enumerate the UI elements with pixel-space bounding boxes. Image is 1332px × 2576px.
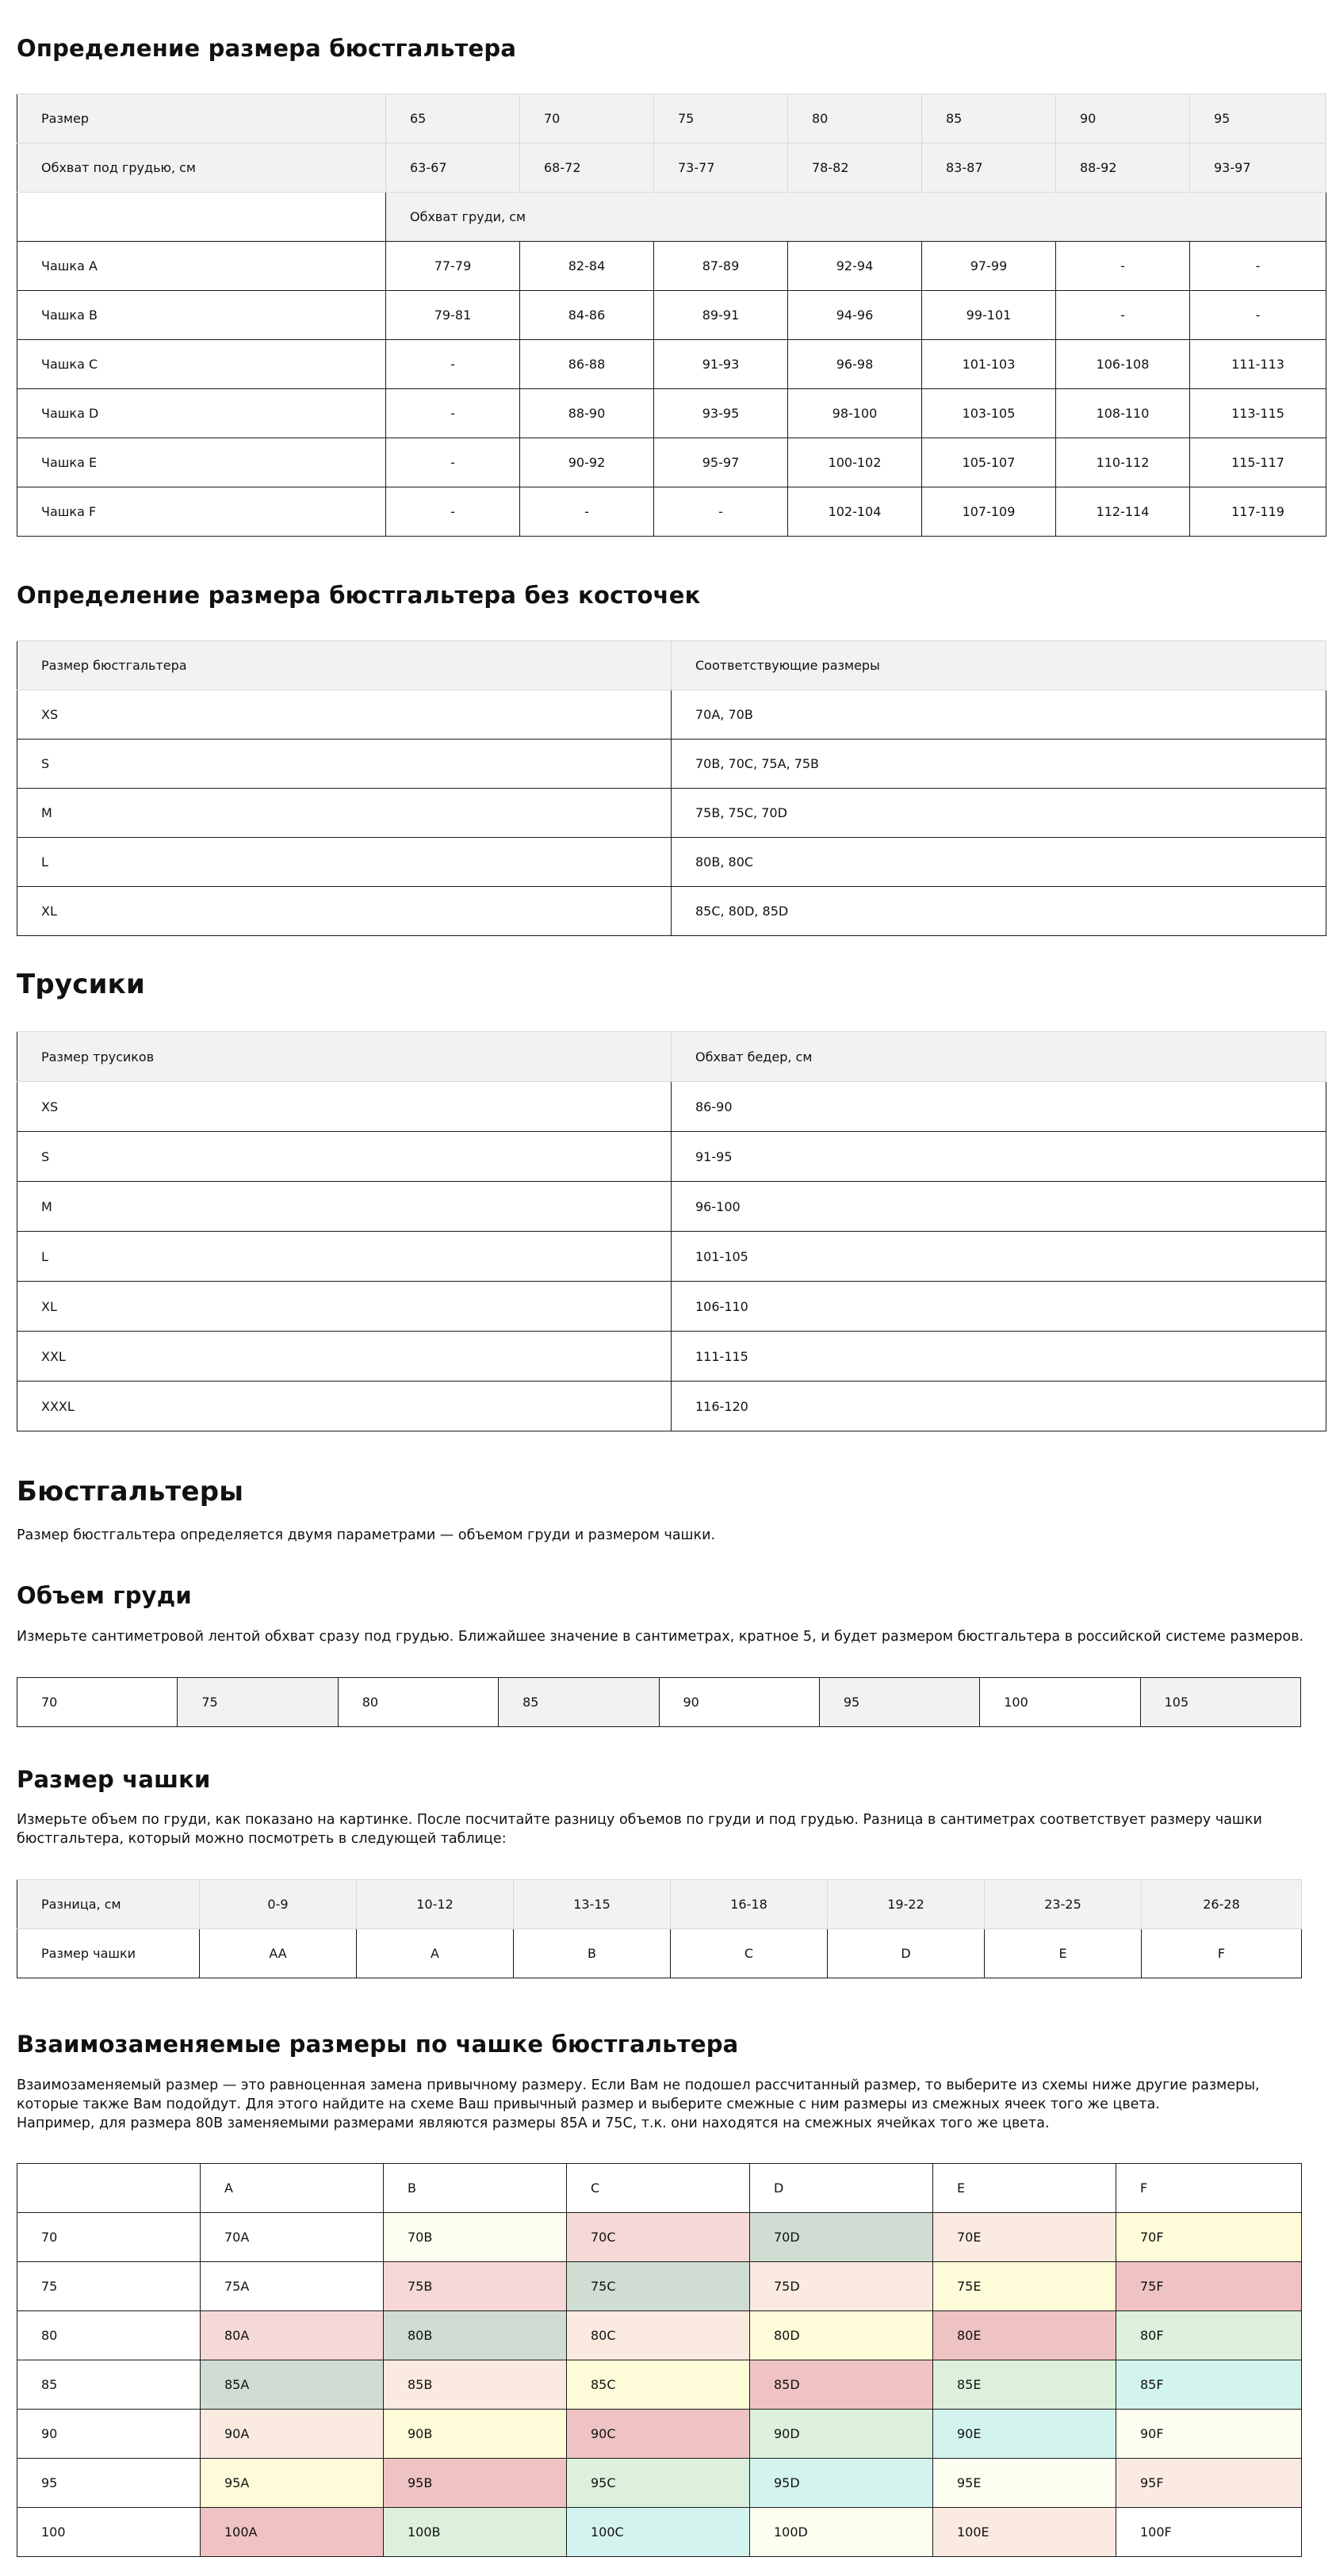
- size-cell: 90: [1056, 94, 1190, 143]
- matching-sizes-cell: 80B, 80C: [672, 838, 1326, 887]
- bra-size-cell: M: [17, 789, 672, 838]
- hip-cell: 111-115: [672, 1332, 1326, 1382]
- table-header-row: [17, 1032, 1326, 1082]
- underbust-cell: 73-77: [654, 143, 788, 193]
- cup-label: Чашка F: [17, 487, 386, 537]
- bust-cell: 79-81: [386, 291, 520, 340]
- bust-cell: 98-100: [788, 389, 922, 438]
- size-option-cell: 95B: [384, 2459, 567, 2508]
- underbust-cell: 68-72: [520, 143, 654, 193]
- size-option-cell: 95A: [201, 2459, 384, 2508]
- size-option-cell: 75B: [384, 2262, 567, 2311]
- difference-cell: 23-25: [985, 1880, 1142, 1929]
- hip-cell: 91-95: [672, 1132, 1326, 1182]
- hip-cell: 106-110: [672, 1282, 1326, 1332]
- underbust-label: Обхват под грудью, см: [17, 143, 386, 193]
- bust-header-row: [17, 193, 1326, 242]
- interchangeable-table: [17, 2163, 1302, 2557]
- bust-cell: -: [520, 487, 654, 537]
- panties-table: [17, 1031, 1326, 1431]
- matching-sizes-cell: 75B, 75C, 70D: [672, 789, 1326, 838]
- bust-cell: 102-104: [788, 487, 922, 537]
- table-row: [17, 740, 1326, 789]
- underbust-row: [17, 143, 1326, 193]
- size-row: [17, 2213, 1302, 2262]
- size-row: [17, 2311, 1302, 2360]
- cup-cell: E: [985, 1929, 1142, 1978]
- column-header: Соответствующие размеры: [672, 641, 1326, 690]
- size-option-cell: 100B: [384, 2508, 567, 2557]
- size-option-cell: 70A: [201, 2213, 384, 2262]
- bra-size-cell: XS: [17, 690, 672, 740]
- cup-cell: C: [671, 1929, 828, 1978]
- size-option-cell: 75C: [567, 2262, 750, 2311]
- size-row: [17, 2262, 1302, 2311]
- bust-cell: -: [1056, 291, 1190, 340]
- bust-cell: 86-88: [520, 340, 654, 389]
- size-option-cell: 70E: [933, 2213, 1116, 2262]
- size-option-cell: 85D: [750, 2360, 933, 2410]
- bust-cell: 97-99: [922, 242, 1056, 291]
- band-size-cell: 70: [17, 2213, 201, 2262]
- bust-cell: 90-92: [520, 438, 654, 487]
- bust-cell: 95-97: [654, 438, 788, 487]
- cup-cell: AA: [200, 1929, 357, 1978]
- bust-cell: -: [386, 438, 520, 487]
- size-option-cell: 90C: [567, 2410, 750, 2459]
- size-option-cell: 90A: [201, 2410, 384, 2459]
- interchangeable-description: [17, 2076, 1317, 2133]
- bust-header: Обхват груди, см: [386, 193, 1326, 242]
- table-row: [17, 838, 1326, 887]
- size-option-cell: 90E: [933, 2410, 1116, 2459]
- size-option-cell: 80C: [567, 2311, 750, 2360]
- bras-description: Размер бюстгальтера определяется двумя параметрами — объемом груди и размером чашки.: [17, 1527, 716, 1543]
- bust-cell: -: [1190, 291, 1326, 340]
- table-row: [17, 887, 1326, 936]
- table-header-row: [17, 641, 1326, 690]
- size-cell: 85: [922, 94, 1056, 143]
- cup-header: F: [1116, 2164, 1302, 2213]
- cup-header-row: [17, 2164, 1302, 2213]
- table-row: [17, 1332, 1326, 1382]
- size-option-cell: 70C: [567, 2213, 750, 2262]
- difference-cell: 13-15: [514, 1880, 671, 1929]
- bust-values-table: [17, 1677, 1301, 1727]
- bust-cell: 99-101: [922, 291, 1056, 340]
- bust-values-row: [17, 1678, 1301, 1727]
- cup-header: D: [750, 2164, 933, 2213]
- size-row: [17, 2459, 1302, 2508]
- hip-cell: 86-90: [672, 1082, 1326, 1132]
- cup-cell: F: [1142, 1929, 1302, 1978]
- table-row: [17, 690, 1326, 740]
- bust-cell: 100-102: [788, 438, 922, 487]
- size-option-cell: 95C: [567, 2459, 750, 2508]
- bust-cell: 117-119: [1190, 487, 1326, 537]
- underbust-cell: 93-97: [1190, 143, 1326, 193]
- bust-cell: 92-94: [788, 242, 922, 291]
- bust-cell: 89-91: [654, 291, 788, 340]
- cup-cell: A: [357, 1929, 514, 1978]
- difference-cell: 16-18: [671, 1880, 828, 1929]
- size-option-cell: 90B: [384, 2410, 567, 2459]
- cup-label: Размер чашки: [17, 1929, 200, 1978]
- bust-cell: 103-105: [922, 389, 1056, 438]
- cup-cell: B: [514, 1929, 671, 1978]
- bust-cell: 96-98: [788, 340, 922, 389]
- size-option-cell: 90D: [750, 2410, 933, 2459]
- description-line: Взаимозаменяемый размер — это равноценная замена привычному размеру. Если Вам не подошел рассчитанный размер, то выберите из схемы ниже другие размеры,: [17, 2077, 1260, 2093]
- size-row: [17, 2360, 1302, 2410]
- size-option-cell: 100E: [933, 2508, 1116, 2557]
- column-header: Размер трусиков: [17, 1032, 672, 1082]
- bust-value-cell: 70: [17, 1678, 178, 1727]
- size-option-cell: 100F: [1116, 2508, 1302, 2557]
- underbust-cell: 83-87: [922, 143, 1056, 193]
- table-row: [17, 789, 1326, 838]
- size-label: Размер: [17, 94, 386, 143]
- bust-cell: -: [654, 487, 788, 537]
- band-size-cell: 75: [17, 2262, 201, 2311]
- panty-size-cell: XXXL: [17, 1382, 672, 1431]
- size-option-cell: 70B: [384, 2213, 567, 2262]
- bust-value-cell: 105: [1140, 1678, 1300, 1727]
- panty-size-cell: XXL: [17, 1332, 672, 1382]
- cup-header: C: [567, 2164, 750, 2213]
- size-row: [17, 2508, 1302, 2557]
- bras-title: Бюстгальтеры: [17, 1476, 244, 1508]
- size-cell: 95: [1190, 94, 1326, 143]
- underbust-cell: 78-82: [788, 143, 922, 193]
- bra-size-cell: L: [17, 838, 672, 887]
- underbust-cell: 88-92: [1056, 143, 1190, 193]
- empty-cell: [17, 2164, 201, 2213]
- size-option-cell: 85B: [384, 2360, 567, 2410]
- bust-cell: 106-108: [1056, 340, 1190, 389]
- bust-cell: 115-117: [1190, 438, 1326, 487]
- table-row: [17, 1082, 1326, 1132]
- bust-volume-description: Измерьте сантиметровой лентой обхват сразу под грудью. Ближайшее значение в сантиметрах, кратное 5, и будет размером бюстгальтера в российской системе размеров.: [17, 1629, 1304, 1645]
- bust-cell: 77-79: [386, 242, 520, 291]
- cup-label: Чашка D: [17, 389, 386, 438]
- bust-cell: 108-110: [1056, 389, 1190, 438]
- cup-size-description: Измерьте объем по груди, как показано на картинке. После посчитайте разницу объемов по груди и под грудью. Разница в сантиметрах соответствует размеру чашки бюстгальтера, который можно посмотреть в следующей таблице:: [17, 1812, 1262, 1847]
- difference-cell: 10-12: [357, 1880, 514, 1929]
- cup-size-title: Размер чашки: [17, 1766, 211, 1793]
- bust-value-cell: 95: [819, 1678, 979, 1727]
- column-header: Обхват бедер, см: [672, 1032, 1326, 1082]
- interchangeable-title: Взаимозаменяемые размеры по чашке бюстгальтера: [17, 2031, 739, 2058]
- bust-cell: 112-114: [1056, 487, 1190, 537]
- cup-row: [17, 487, 1326, 537]
- bust-cell: 93-95: [654, 389, 788, 438]
- bust-value-cell: 90: [659, 1678, 819, 1727]
- band-size-cell: 85: [17, 2360, 201, 2410]
- bra-size-title: Определение размера бюстгальтера: [17, 35, 517, 62]
- bust-cell: 110-112: [1056, 438, 1190, 487]
- band-size-cell: 100: [17, 2508, 201, 2557]
- bust-cell: -: [386, 389, 520, 438]
- cup-header: E: [933, 2164, 1116, 2213]
- panty-size-cell: XS: [17, 1082, 672, 1132]
- hip-cell: 101-105: [672, 1232, 1326, 1282]
- bust-cell: -: [1056, 242, 1190, 291]
- bust-value-cell: 80: [338, 1678, 498, 1727]
- interchangeable-body: [17, 2213, 1302, 2557]
- cup-row: [17, 291, 1326, 340]
- size-option-cell: 70D: [750, 2213, 933, 2262]
- difference-cell: 19-22: [828, 1880, 985, 1929]
- bra-size-cell: S: [17, 740, 672, 789]
- size-option-cell: 70F: [1116, 2213, 1302, 2262]
- size-option-cell: 75D: [750, 2262, 933, 2311]
- size-option-cell: 95D: [750, 2459, 933, 2508]
- size-row: [17, 94, 1326, 143]
- empty-cell: [17, 193, 386, 242]
- table-row: [17, 1282, 1326, 1332]
- size-option-cell: 80B: [384, 2311, 567, 2360]
- size-option-cell: 100C: [567, 2508, 750, 2557]
- matching-sizes-cell: 70B, 70C, 75A, 75B: [672, 740, 1326, 789]
- table-row: [17, 1132, 1326, 1182]
- description-line: которые также Вам подойдут. Для этого найдите на схеме Ваш привычный размер и выберите смежные с ним размеры из смежных ячеек того же цвета.: [17, 2096, 1160, 2112]
- cup-difference-table: [17, 1879, 1302, 1978]
- size-option-cell: 75E: [933, 2262, 1116, 2311]
- table-row: [17, 1232, 1326, 1282]
- band-size-cell: 95: [17, 2459, 201, 2508]
- bust-cell: 111-113: [1190, 340, 1326, 389]
- difference-cell: 26-28: [1142, 1880, 1302, 1929]
- cup-label: Чашка B: [17, 291, 386, 340]
- description-line: Например, для размера 80B заменяемыми размерами являются размеры 85A и 75C, т.к. они находятся на смежных ячейках того же цвета.: [17, 2115, 1050, 2131]
- bust-cell: 88-90: [520, 389, 654, 438]
- size-option-cell: 85C: [567, 2360, 750, 2410]
- cup-label: Чашка A: [17, 242, 386, 291]
- size-option-cell: 80A: [201, 2311, 384, 2360]
- size-option-cell: 100D: [750, 2508, 933, 2557]
- size-option-cell: 75F: [1116, 2262, 1302, 2311]
- size-option-cell: 85A: [201, 2360, 384, 2410]
- size-option-cell: 80D: [750, 2311, 933, 2360]
- size-option-cell: 95F: [1116, 2459, 1302, 2508]
- size-option-cell: 80E: [933, 2311, 1116, 2360]
- bust-cell: 107-109: [922, 487, 1056, 537]
- band-size-cell: 90: [17, 2410, 201, 2459]
- matching-sizes-cell: 85C, 80D, 85D: [672, 887, 1326, 936]
- bust-value-cell: 85: [499, 1678, 659, 1727]
- size-option-cell: 85E: [933, 2360, 1116, 2410]
- size-cell: 80: [788, 94, 922, 143]
- panty-size-cell: M: [17, 1182, 672, 1232]
- bust-cell: 87-89: [654, 242, 788, 291]
- bust-cell: 113-115: [1190, 389, 1326, 438]
- bust-cell: -: [1190, 242, 1326, 291]
- cup-row: [17, 340, 1326, 389]
- wireless-bra-title: Определение размера бюстгальтера без косточек: [17, 582, 701, 609]
- underbust-cell: 63-67: [386, 143, 520, 193]
- bust-cell: -: [386, 487, 520, 537]
- bust-cell: 101-103: [922, 340, 1056, 389]
- cup-row: [17, 389, 1326, 438]
- panties-title: Трусики: [17, 969, 145, 1000]
- size-row: [17, 2410, 1302, 2459]
- hip-cell: 96-100: [672, 1182, 1326, 1232]
- matching-sizes-cell: 70A, 70B: [672, 690, 1326, 740]
- column-header: Размер бюстгальтера: [17, 641, 672, 690]
- wireless-bra-table: [17, 640, 1326, 936]
- cup-row: [17, 1929, 1302, 1978]
- cup-cell: D: [828, 1929, 985, 1978]
- difference-label: Разница, см: [17, 1880, 200, 1929]
- panty-size-cell: XL: [17, 1282, 672, 1332]
- bust-cell: 84-86: [520, 291, 654, 340]
- bust-cell: 105-107: [922, 438, 1056, 487]
- difference-cell: 0-9: [200, 1880, 357, 1929]
- size-option-cell: 85F: [1116, 2360, 1302, 2410]
- size-cell: 75: [654, 94, 788, 143]
- cup-row: [17, 242, 1326, 291]
- bust-value-cell: 75: [178, 1678, 338, 1727]
- panty-size-cell: L: [17, 1232, 672, 1282]
- cup-header: B: [384, 2164, 567, 2213]
- bust-cell: 91-93: [654, 340, 788, 389]
- cup-header: A: [201, 2164, 384, 2213]
- bust-cell: 94-96: [788, 291, 922, 340]
- bust-cell: -: [386, 340, 520, 389]
- band-size-cell: 80: [17, 2311, 201, 2360]
- bust-cell: 82-84: [520, 242, 654, 291]
- table-row: [17, 1382, 1326, 1431]
- hip-cell: 116-120: [672, 1382, 1326, 1431]
- bust-volume-title: Объем груди: [17, 1582, 192, 1609]
- size-option-cell: 90F: [1116, 2410, 1302, 2459]
- size-option-cell: 80F: [1116, 2311, 1302, 2360]
- size-cell: 65: [386, 94, 520, 143]
- size-option-cell: 95E: [933, 2459, 1116, 2508]
- panty-size-cell: S: [17, 1132, 672, 1182]
- size-cell: 70: [520, 94, 654, 143]
- bra-size-cell: XL: [17, 887, 672, 936]
- size-option-cell: 75A: [201, 2262, 384, 2311]
- cup-label: Чашка E: [17, 438, 386, 487]
- difference-row: [17, 1880, 1302, 1929]
- cup-label: Чашка C: [17, 340, 386, 389]
- bra-size-table: [17, 94, 1326, 537]
- cup-row: [17, 438, 1326, 487]
- table-row: [17, 1182, 1326, 1232]
- bust-value-cell: 100: [980, 1678, 1140, 1727]
- size-option-cell: 100A: [201, 2508, 384, 2557]
